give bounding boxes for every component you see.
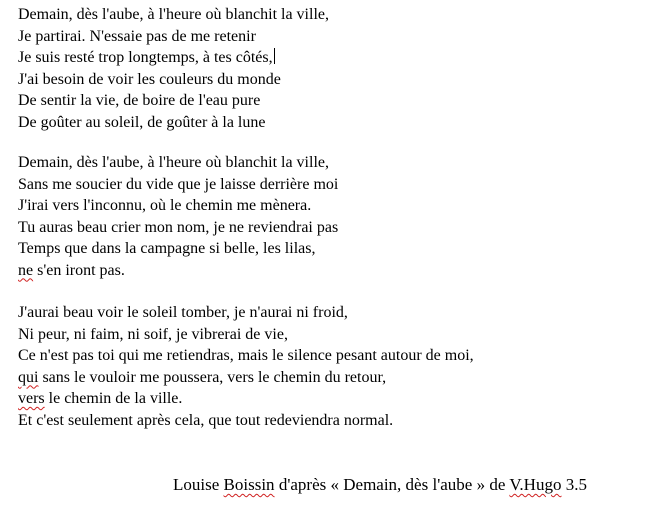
stanza-2 xyxy=(18,152,338,281)
signature-text: 3.5 xyxy=(561,475,587,494)
signature-line xyxy=(173,474,587,496)
spellcheck-flagged-word[interactable]: ne xyxy=(18,261,34,279)
spellcheck-flagged-word[interactable]: vers xyxy=(18,390,45,407)
signature-text: Louise xyxy=(173,475,224,494)
poem-line-text: sans le vouloir me poussera, vers le chemin du retour, xyxy=(38,368,387,386)
poem-line-text: s'en iront pas. xyxy=(33,261,125,279)
poem-line: Ce n'est pas toi qui me retiendras, mais le silence pesant autour de moi, xyxy=(18,347,474,364)
poem-line: De sentir la vie, de boire de l'eau pure xyxy=(18,92,261,109)
poem-line: J'ai besoin de voir les couleurs du monde xyxy=(18,70,281,88)
poem-line xyxy=(18,47,329,69)
poem-line: Demain, dès l'aube, à l'heure où blanchit la ville, xyxy=(18,154,329,171)
text-cursor xyxy=(274,48,275,64)
poem-line: Ni peur, ni faim, ni soif, je vibrerai de vie, xyxy=(18,325,288,343)
spellcheck-flagged-word[interactable]: V.Hugo xyxy=(509,475,562,494)
poem-line: J'aurai beau voir le soleil tomber, je n'aurai ni froid, xyxy=(18,304,348,321)
poem-line xyxy=(18,388,474,410)
poem-line xyxy=(18,260,338,282)
poem-line-text: le chemin de la ville. xyxy=(44,390,183,407)
spellcheck-flagged-word[interactable]: qui xyxy=(18,368,39,386)
spellcheck-flagged-word[interactable]: Boissin xyxy=(223,475,275,494)
signature-text: d'après « Demain, dès l'aube » de xyxy=(274,475,510,494)
poem-line xyxy=(18,367,474,389)
stanza-3 xyxy=(18,302,474,431)
poem-line-text: Je suis resté trop longtemps, à tes côtés, xyxy=(18,49,273,66)
poem-line: Je partirai. N'essaie pas de me retenir xyxy=(18,27,256,45)
poem-line: De goûter au soleil, de goûter à la lune xyxy=(18,113,266,131)
stanza-1 xyxy=(18,4,329,133)
poem-line: Temps que dans la campagne si belle, les lilas, xyxy=(18,240,316,257)
poem-line: Sans me soucier du vide que je laisse derrière moi xyxy=(18,175,339,193)
poem-line: Tu auras beau crier mon nom, je ne reviendrai pas xyxy=(18,218,339,236)
poem-line: Demain, dès l'aube, à l'heure où blanchit la ville, xyxy=(18,6,329,23)
poem-line: Et c'est seulement après cela, que tout redeviendra normal. xyxy=(18,411,394,429)
poem-line: J'irai vers l'inconnu, où le chemin me mènera. xyxy=(18,197,312,214)
